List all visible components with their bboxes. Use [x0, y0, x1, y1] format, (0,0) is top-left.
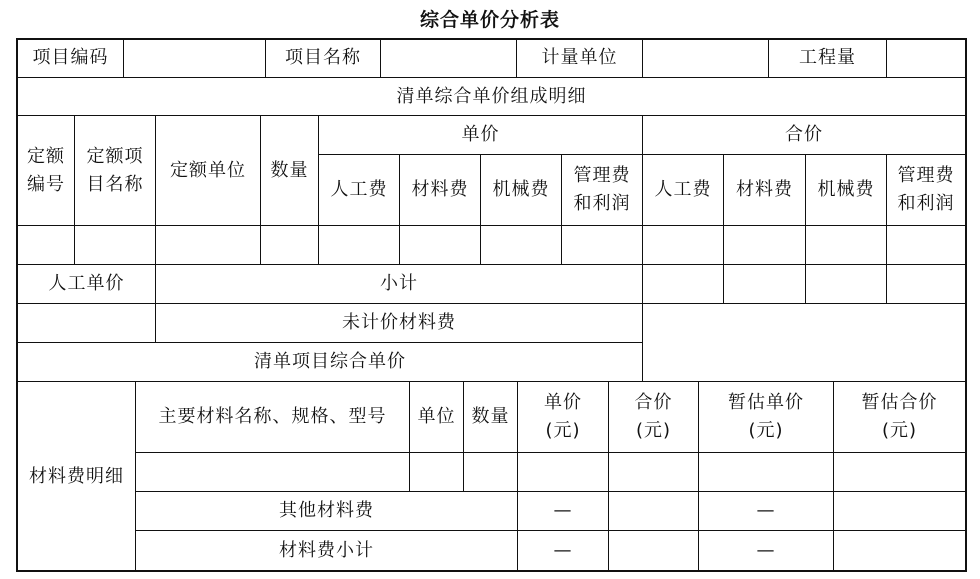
quota-code-header: 定额 编号	[27, 145, 65, 195]
grid-line	[380, 38, 381, 77]
unit-price-header: 单价	[461, 124, 500, 145]
material-subtotal-est-unit-price-dash: —	[756, 539, 776, 561]
unpriced-material-label: 未计价材料费	[342, 312, 456, 333]
grid-line	[16, 570, 967, 572]
table-title: 综合单价分析表	[419, 9, 560, 31]
unit-mgmt-profit-header: 管理费 和利润	[573, 165, 631, 214]
quota-quantity-header: 数量	[270, 159, 309, 181]
material-detail-label: 材料费明细	[29, 465, 124, 487]
other-material-est-unit-price-dash: —	[756, 500, 776, 521]
material-est-unit-price-header: 暂估单价 (元)	[728, 392, 804, 441]
unit-labor-header: 人工费	[330, 179, 388, 200]
material-unit-header: 单位	[417, 406, 456, 427]
material-name-spec-header: 主要材料名称、规格、型号	[158, 406, 387, 427]
item-name-label: 项目名称	[285, 47, 361, 68]
quota-unit-header: 定额单位	[170, 159, 246, 181]
grid-line	[135, 452, 967, 453]
quota-name-header: 定额项 目名称	[86, 145, 144, 195]
unit-machine-header: 机械费	[492, 179, 550, 200]
total-price-header: 合价	[785, 124, 823, 145]
material-quantity-header: 数量	[471, 406, 510, 427]
item-unit-price-label: 清单项目综合单价	[254, 351, 406, 372]
grid-line	[965, 38, 967, 572]
other-material-label: 其他材料费	[279, 500, 374, 521]
material-subtotal-label: 材料费小计	[279, 539, 374, 561]
composition-section-title: 清单综合单价组成明细	[396, 85, 587, 107]
grid-line	[886, 38, 887, 77]
quantity-label: 工程量	[799, 47, 856, 68]
material-subtotal-unit-price-dash: —	[553, 539, 573, 561]
grid-line	[642, 38, 643, 77]
material-total-price-header: 合价 (元)	[634, 392, 673, 441]
item-code-label: 项目编码	[32, 47, 109, 68]
material-unit-price-header: 单价 (元)	[544, 392, 582, 441]
labor-unit-price-label: 人工单价	[48, 273, 125, 294]
material-est-total-price-header: 暂估合价 (元)	[861, 392, 938, 441]
total-labor-header: 人工费	[654, 179, 712, 200]
unit-material-header: 材料费	[411, 179, 469, 200]
total-mgmt-profit-header: 管理费 和利润	[897, 165, 955, 214]
total-machine-header: 机械费	[817, 179, 875, 200]
total-material-header: 材料费	[736, 179, 793, 200]
unit-label: 计量单位	[541, 47, 618, 68]
grid-line	[16, 225, 967, 226]
grid-line	[123, 38, 124, 77]
subtotal-label: 小计	[380, 273, 418, 294]
other-material-unit-price-dash: —	[553, 500, 573, 521]
